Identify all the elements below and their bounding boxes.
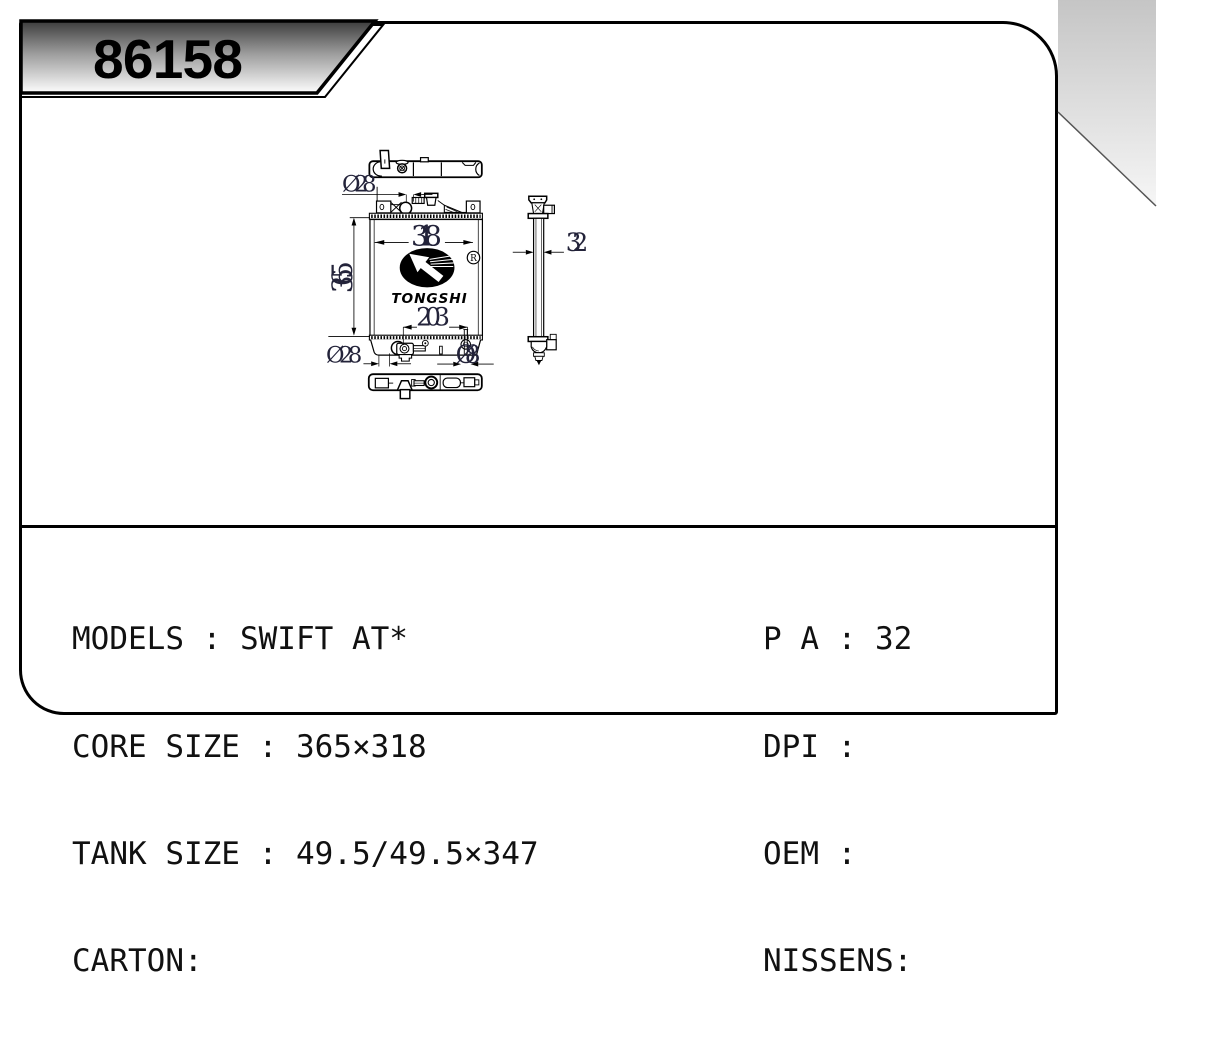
section-divider	[19, 525, 1058, 528]
radiator-technical-drawing	[320, 80, 790, 525]
svg-text:Ø28: Ø28	[342, 171, 377, 198]
svg-text:32: 32	[565, 228, 589, 258]
spec-dpi: DPI :	[763, 728, 857, 765]
radiator-top-view	[369, 150, 481, 177]
spec-column-left	[72, 551, 539, 1051]
spec-core-size: CORE SIZE : 365×318	[72, 728, 427, 765]
core-header-strip-top	[369, 213, 482, 219]
brand-name: TONGSHI	[391, 290, 468, 307]
spec-models: MODELS : SWIFT AT*	[72, 621, 408, 658]
spec-oem: OEM :	[763, 835, 857, 872]
spec-column-right	[763, 551, 912, 1051]
svg-text:Ø28: Ø28	[325, 342, 363, 369]
radiator-front-view-top-tank	[377, 187, 481, 214]
ribbon-fold	[1058, 0, 1156, 206]
spec-nissens: NISSENS:	[763, 942, 913, 979]
radiator-side-view	[528, 196, 556, 365]
dimension-core-height	[326, 218, 370, 337]
dimension-core-thickness	[513, 228, 589, 257]
svg-text:318: 318	[411, 219, 442, 253]
corner-ribbon	[1056, 0, 1160, 210]
part-number: 86158	[93, 28, 243, 90]
spec-carton: CARTON:	[72, 942, 203, 979]
radiator-bottom-view	[369, 374, 482, 398]
spec-tank-size: TANK SIZE : 49.5/49.5×347	[72, 835, 539, 872]
registered-mark: R	[470, 253, 477, 264]
svg-text:365: 365	[326, 261, 360, 294]
svg-text:Ø8: Ø8	[455, 339, 481, 369]
spec-pa: P A : 32	[763, 621, 913, 658]
svg-text:203: 203	[416, 302, 450, 332]
